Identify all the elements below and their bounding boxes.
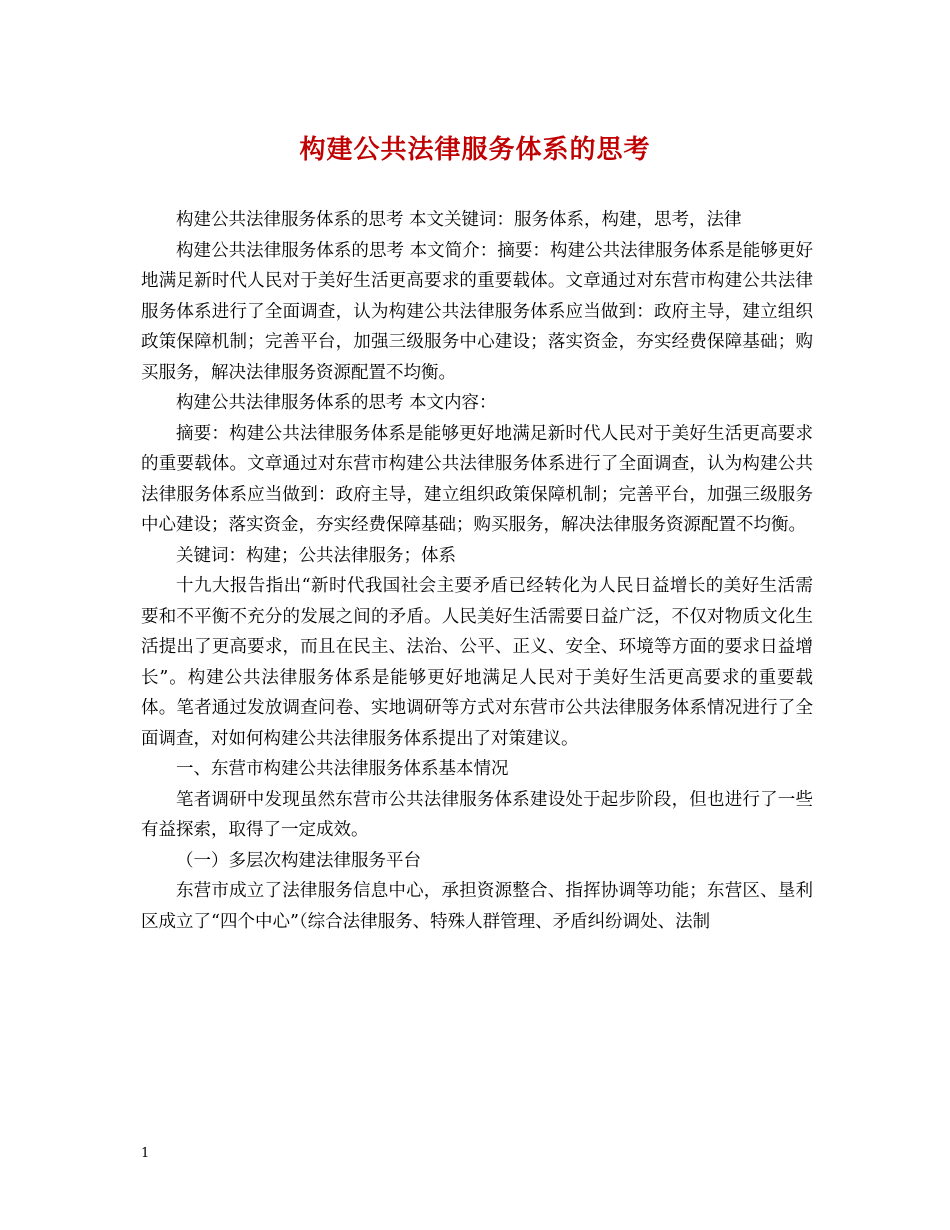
content-label-paragraph: 构建公共法律服务体系的思考 本文内容： <box>176 393 497 413</box>
section-heading: 一、东营市构建公共法律服务体系基本情况 <box>176 759 509 779</box>
body-paragraph: 十九大报告指出“新时代我国社会主要矛盾已经转化为人民日益增长的美好生活需要和不平衡不充分的发展之间的矛盾。人民美好生活需要日益广泛，不仅对物质文化生活提出了更高要求，而且在民主、法治、公平、正义、安全、环境等方面的要求日益增长”。构建公共法律服务体系是能够更好地满足人民对于美好生活更高要求的重要载体。笔者通过发放调查问卷、实地调研等方式对东营市公共法律服务体系情况进行了全面调查，对如何构建公共法律服务体系提出了对策建议。 <box>141 576 813 749</box>
abstract-paragraph: 摘要：构建公共法律服务体系是能够更好地满足新时代人民对于美好生活更高要求的重要载体。文章通过对东营市构建公共法律服务体系进行了全面调查，认为构建公共法律服务体系应当做到：政府主导，建立组织政策保障机制；完善平台，加强三级服务中心建设；落实资金，夯实经费保障基础；购买服务，解决法律服务资源配置不均衡。 <box>141 423 813 535</box>
keywords-paragraph: 关键词：构建；公共法律服务；体系 <box>176 545 456 566</box>
page-number: 1 <box>141 1146 150 1161</box>
body-paragraph: 东营市成立了法律服务信息中心，承担资源整合、指挥协调等功能；东营区、垦利区成立了“四个中心”（综合法律服务、特殊人群管理、矛盾纠纷调处、法制 <box>141 881 813 932</box>
keywords-summary-paragraph: 构建公共法律服务体系的思考 本文关键词：服务体系，构建，思考，法律 <box>176 210 742 230</box>
intro-summary-paragraph: 构建公共法律服务体系的思考 本文简介：摘要：构建公共法律服务体系是能够更好地满足新时代人民对于美好生活更高要求的重要载体。文章通过对东营市构建公共法律服务体系进行了全面调查，认为构建公共法律服务体系应当做到：政府主导，建立组织政策保障机制；完善平台，加强三级服务中心建设；落实资金，夯实经费保障基础；购买服务，解决法律服务资源配置不均衡。 <box>141 240 813 383</box>
subsection-heading: （一）多层次构建法律服务平台 <box>176 850 421 871</box>
body-paragraph: 笔者调研中发现虽然东营市公共法律服务体系建设处于起步阶段，但也进行了一些有益探索，取得了一定成效。 <box>141 789 813 840</box>
document-title: 构建公共法律服务体系的思考 <box>299 135 651 165</box>
document-body <box>141 205 813 937</box>
